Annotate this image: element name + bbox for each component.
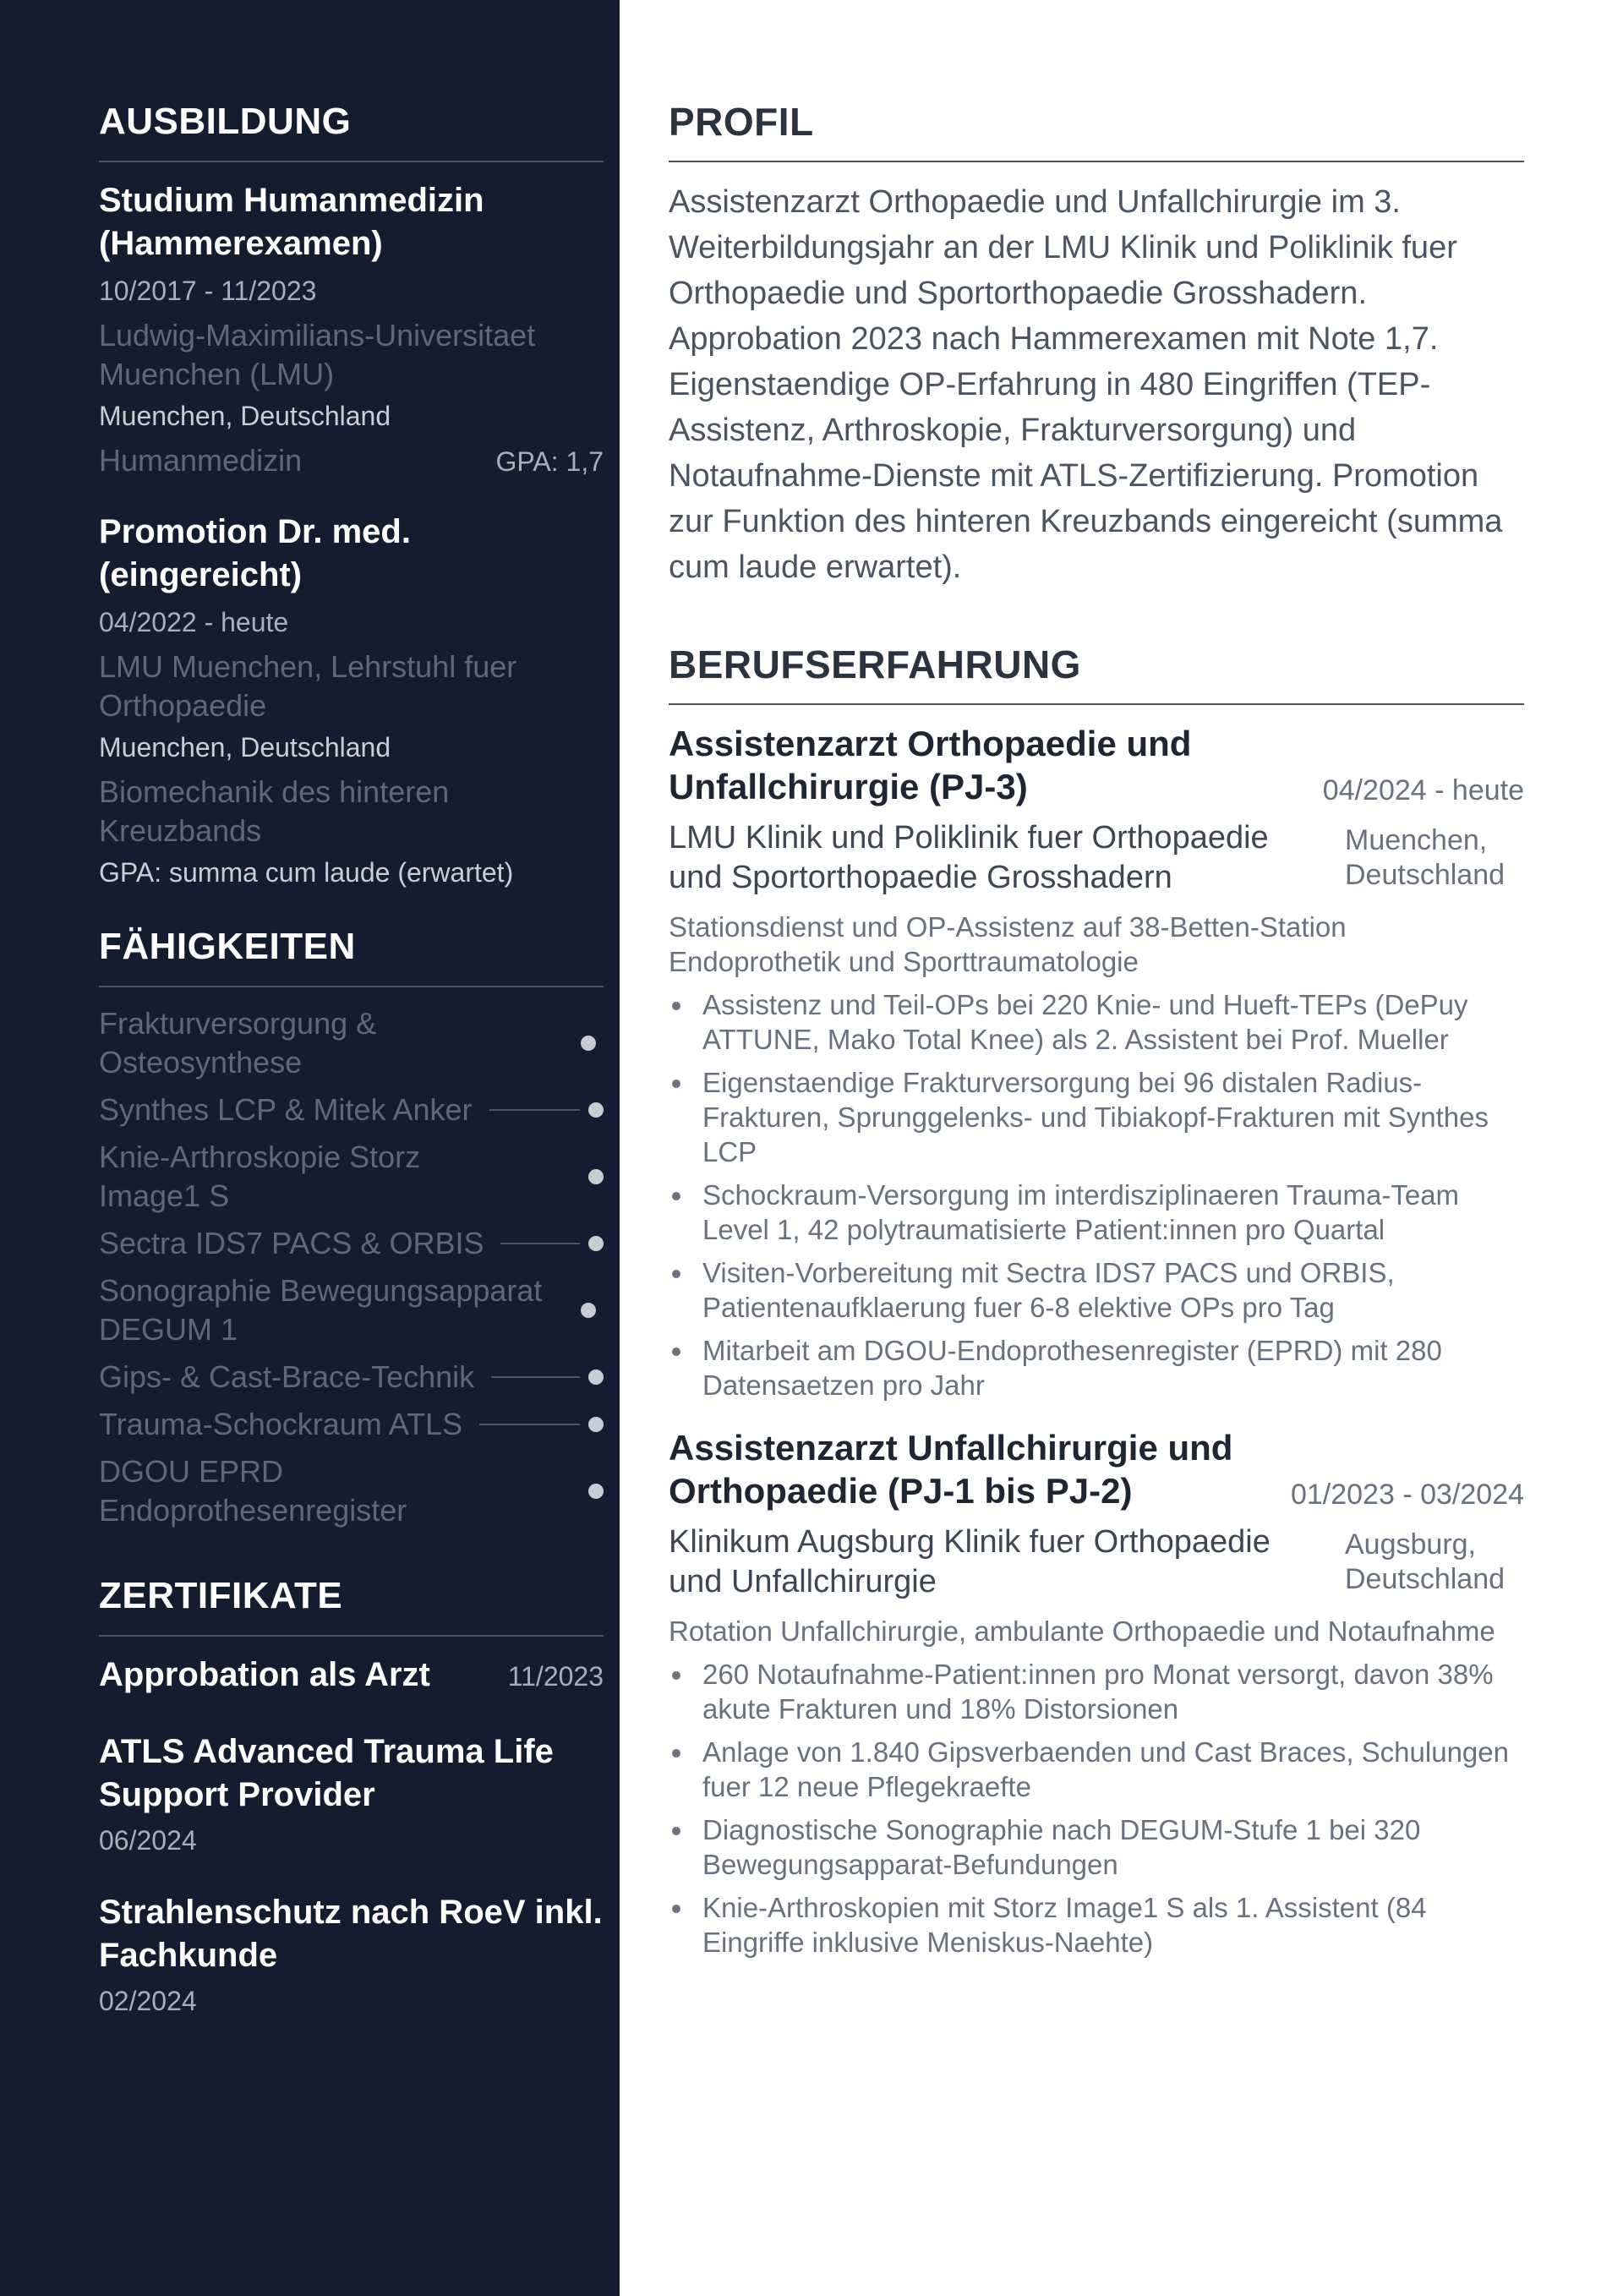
- skills-section: [99, 920, 604, 1530]
- education-field: Humanmedizin: [99, 443, 303, 478]
- skill-item: [99, 1091, 604, 1129]
- job-bullet: Eigenstaendige Frakturversorgung bei 96 distalen Radius-Frakturen, Sprunggelenks- und Tibiakopf-Frakturen mit Synthes LCP: [669, 1065, 1524, 1169]
- education-school: LMU Muenchen, Lehrstuhl fuer Orthopaedie: [99, 649, 517, 723]
- skill-level-dot: [588, 1236, 604, 1251]
- skill-level-dot: [588, 1102, 604, 1118]
- job-org-row: [669, 818, 1524, 898]
- job-organization: Klinikum Augsburg Klinik fuer Orthopaedie und Unfallchirurgie: [669, 1524, 1271, 1599]
- skill-name: Frakturversorgung & Osteosynthese: [99, 1006, 377, 1080]
- divider: [669, 703, 1524, 705]
- job-bullet: Schockraum-Versorgung im interdisziplinaeren Trauma-Team Level 1, 42 polytraumatisierte Patient:innen pro Quartal: [669, 1178, 1524, 1247]
- education-gpa: GPA: 1,7: [495, 446, 604, 477]
- certificate-name: Approbation als Arzt: [99, 1656, 430, 1693]
- certificate-row: [99, 1654, 604, 1697]
- skill-leader-line: [491, 1376, 580, 1378]
- education-location: Muenchen, Deutschland: [99, 732, 391, 763]
- education-location: Muenchen, Deutschland: [99, 401, 391, 431]
- skill-level-dot: [588, 1484, 604, 1499]
- skills-heading: FÄHIGKEITEN: [99, 926, 356, 967]
- divider: [99, 161, 604, 162]
- education-section: [99, 95, 604, 889]
- certificate-entry: [99, 1730, 604, 1857]
- divider: [99, 1635, 604, 1637]
- job-bullet: Knie-Arthroskopien mit Storz Image1 S als 1. Assistent (84 Eingriffe inklusive Meniskus-Naehte): [669, 1890, 1524, 1960]
- skill-name: Knie-Arthroskopie Storz Image1 S: [99, 1140, 421, 1213]
- job-bullet: Mitarbeit am DGOU-Endoprothesenregister (EPRD) mit 280 Datensaetzen pro Jahr: [669, 1333, 1524, 1402]
- skill-item: [99, 1405, 604, 1444]
- job-description: Stationsdienst und OP-Assistenz auf 38-Betten-Station Endoprothetik und Sporttraumatologie: [669, 911, 1347, 977]
- job-organization: LMU Klinik und Poliklinik fuer Orthopaedie und Sportorthopaedie Grosshadern: [669, 820, 1269, 895]
- job-title: Assistenzarzt Unfallchirurgie und Orthopaedie (PJ-1 bis PJ-2): [669, 1428, 1233, 1511]
- job-bullet: Anlage von 1.840 Gipsverbaenden und Cast Braces, Schulungen fuer 12 neue Pflegekraefte: [669, 1735, 1524, 1804]
- skill-level-dot: [588, 1169, 604, 1184]
- education-entry: [99, 179, 604, 480]
- certificate-name: Strahlenschutz nach RoeV inkl. Fachkunde: [99, 1894, 603, 1974]
- education-date: 04/2022 - heute: [99, 607, 289, 637]
- skill-item: [99, 1224, 604, 1263]
- experience-section: [669, 637, 1524, 1960]
- job-bullet: 260 Notaufnahme-Patient:innen pro Monat versorgt, davon 38% akute Frakturen und 18% Distorsionen: [669, 1657, 1524, 1726]
- education-title: Promotion Dr. med. (eingereicht): [99, 513, 411, 593]
- job-entry: [669, 1426, 1524, 1960]
- skill-item: [99, 1358, 604, 1397]
- certificate-entry: [99, 1654, 604, 1697]
- certificate-date: 02/2024: [99, 1986, 197, 2016]
- skill-item: [99, 1271, 604, 1349]
- divider: [99, 986, 604, 987]
- job-location: Augsburg, Deutschland: [1345, 1528, 1506, 1595]
- education-field-row: [99, 441, 604, 480]
- skill-item: [99, 1004, 604, 1082]
- sidebar: [0, 0, 620, 2296]
- certificate-date: 06/2024: [99, 1825, 197, 1856]
- education-heading: AUSBILDUNG: [99, 101, 352, 142]
- skill-item: [99, 1138, 604, 1216]
- skill-leader-line: [489, 1109, 580, 1111]
- education-title: Studium Humanmedizin (Hammerexamen): [99, 182, 484, 262]
- job-date: 04/2024 - heute: [1322, 774, 1524, 806]
- divider: [669, 161, 1524, 162]
- certificates-section: [99, 1569, 604, 2018]
- skill-item: [99, 1452, 604, 1530]
- education-entry: [99, 511, 604, 889]
- skill-leader-line: [479, 1424, 580, 1425]
- main-content: [669, 95, 1524, 1983]
- skill-name: Sectra IDS7 PACS & ORBIS: [99, 1226, 484, 1260]
- job-description: Rotation Unfallchirurgie, ambulante Orthopaedie und Notaufnahme: [669, 1615, 1495, 1647]
- job-title: Assistenzarzt Orthopaedie und Unfallchirurgie (PJ-3): [669, 724, 1192, 806]
- certificate-date: 11/2023: [507, 1661, 604, 1692]
- profile-heading: PROFIL: [669, 100, 814, 144]
- job-org-row: [669, 1522, 1524, 1602]
- skill-level-dot: [588, 1417, 604, 1432]
- skill-name: Trauma-Schockraum ATLS: [99, 1407, 463, 1441]
- skill-level-dot: [581, 1303, 596, 1318]
- skill-name: Sonographie Bewegungsapparat DEGUM 1: [99, 1273, 543, 1347]
- job-location: Muenchen, Deutschland: [1345, 824, 1506, 891]
- certificate-entry: [99, 1891, 604, 2018]
- education-date: 10/2017 - 11/2023: [99, 276, 317, 306]
- job-bullet: Assistenz und Teil-OPs bei 220 Knie- und Hueft-TEPs (DePuy ATTUNE, Mako Total Knee) als 2. Assistent bei Prof. Mueller: [669, 987, 1524, 1057]
- sidebar-content: [99, 95, 604, 2052]
- skill-name: DGOU EPRD Endoprothesenregister: [99, 1454, 407, 1528]
- education-school: Ludwig-Maximilians-Universitaet Muenchen (LMU): [99, 318, 536, 391]
- job-entry: [669, 722, 1524, 1402]
- job-bullets: [669, 1657, 1524, 1960]
- profile-text: Assistenzarzt Orthopaedie und Unfallchirurgie im 3. Weiterbildungsjahr an der LMU Klinik und Poliklinik fuer Orthopaedie und Sportorthopaedie Grosshadern. Approbation 2023 nach Hammerexamen mit Note 1,7. Eigenstaendige OP-Erfahrung in 480 Eingriffen (TEP-Assistenz, Arthroskopie, Frakturversorgung) und Notaufnahme-Dienste mit ATLS-Zertifizierung. Promotion zur Funktion des hinteren Kreuzbands eingereicht (summa cum laude erwartet).: [669, 184, 1503, 585]
- skill-name: Synthes LCP & Mitek Anker: [99, 1092, 473, 1127]
- profile-section: [669, 95, 1524, 590]
- skill-level-dot: [581, 1036, 596, 1051]
- job-header: [669, 722, 1524, 808]
- skill-leader-line: [500, 1243, 580, 1244]
- education-gpa: GPA: summa cum laude (erwartet): [99, 857, 514, 888]
- certificates-heading: ZERTIFIKATE: [99, 1575, 343, 1616]
- job-bullets: [669, 987, 1524, 1402]
- experience-heading: BERUFSERFAHRUNG: [669, 642, 1081, 686]
- skill-name: Gips- & Cast-Brace-Technik: [99, 1359, 475, 1394]
- job-bullet: Diagnostische Sonographie nach DEGUM-Stufe 1 bei 320 Bewegungsapparat-Befundungen: [669, 1812, 1524, 1882]
- skill-level-dot: [588, 1369, 604, 1385]
- job-header: [669, 1426, 1524, 1512]
- certificate-name: ATLS Advanced Trauma Life Support Provider: [99, 1733, 554, 1813]
- education-field: Biomechanik des hinteren Kreuzbands: [99, 774, 450, 848]
- job-date: 01/2023 - 03/2024: [1290, 1479, 1524, 1511]
- job-bullet: Visiten-Vorbereitung mit Sectra IDS7 PACS und ORBIS, Patientenaufklaerung fuer 6-8 elektive OPs pro Tag: [669, 1255, 1524, 1325]
